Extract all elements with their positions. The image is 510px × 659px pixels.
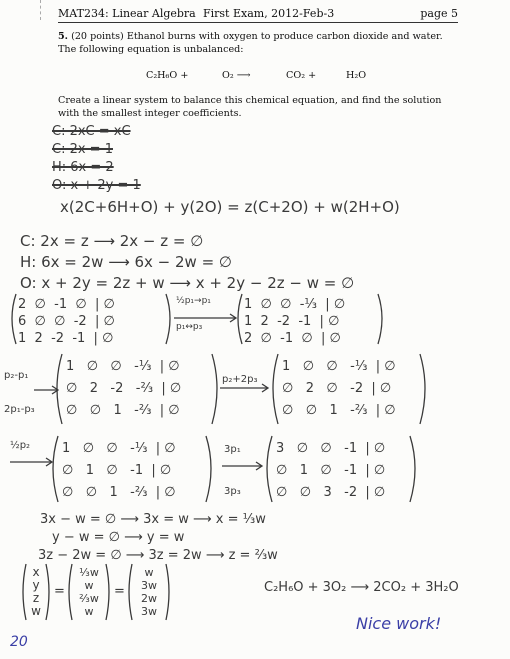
matrix-6-right-paren (410, 436, 415, 502)
balanced-equation: C₂H₆O + 3O₂ ⟶ 2CO₂ + 3H₂O (264, 580, 459, 595)
vector-integer-left-paren (129, 564, 132, 620)
matrix-4-row: ∅ ∅ 1 -⅔ | ∅ (282, 403, 396, 418)
matrix-2-right-paren (378, 294, 382, 344)
setup-equation: x(2C+6H+O) + y(2O) = z(C+2O) + w(2H+O) (60, 198, 400, 216)
matrix-1-row: 1 2 -2 -1 | ∅ (18, 331, 114, 346)
solve-line-1: 3x − w = ∅ ⟶ 3x = w ⟶ x = ⅓w (40, 512, 266, 527)
matrix-5-row: ∅ 1 ∅ -1 | ∅ (62, 463, 172, 478)
exam-title: First Exam, 2012-Feb-3 (203, 7, 335, 20)
matrix-1-left-paren (12, 294, 16, 344)
matrix-1-row: 6 ∅ ∅ -2 | ∅ (18, 314, 115, 329)
vector-solution: ⅓w w ⅔w w (79, 566, 99, 618)
matrix-5-left-paren (53, 436, 58, 502)
crossed-line-4: O: x + 2y = 1 (52, 178, 141, 193)
problem-text: Ethanol burns with oxygen to produce carbon dioxide and water. The following equation is unbalanced: (58, 31, 443, 55)
system-line-c: C: 2x = z ⟶ 2x − z = ∅ (20, 232, 204, 250)
row-op-5a: 3p₁ (224, 444, 241, 455)
vector-vars-right-paren (46, 564, 49, 620)
vector-vars-left-paren (23, 564, 26, 620)
equals-sign-2: = (114, 584, 125, 599)
row-op-2b: 2p₁-p₃ (4, 404, 35, 415)
matrix-3-row: ∅ 2 -2 -⅔ | ∅ (66, 381, 182, 396)
matrix-3-right-paren (212, 354, 217, 424)
row-op-2a: p₂-p₁ (4, 370, 29, 381)
row-op-1a: ½p₁→p₁ (176, 296, 211, 306)
matrix-5-row: ∅ ∅ 1 -⅔ | ∅ (62, 485, 176, 500)
problem-task: Create a linear system to balance this chemical equation, and find the solution with the smallest integer coefficients. (58, 95, 442, 119)
crossed-line-2: C: 2x = 1 (52, 142, 113, 157)
eq-term-3: CO₂ + (286, 70, 317, 81)
matrix-2-left-paren (238, 294, 242, 344)
matrix-3-left-paren (57, 354, 62, 424)
matrix-4-right-paren (420, 354, 425, 424)
crossed-line-1: C: 2xC = xC (52, 124, 131, 139)
grade-score: 20 (10, 634, 28, 650)
matrix-6-left-paren (267, 436, 272, 502)
vector-integer: w 3w 2w 3w (141, 566, 157, 618)
matrix-3-row: 1 ∅ ∅ -⅓ | ∅ (66, 359, 180, 374)
matrix-1-row: 2 ∅ -1 ∅ | ∅ (18, 297, 115, 312)
solve-line-2: y − w = ∅ ⟶ y = w (52, 530, 185, 545)
matrix-5-right-paren (206, 436, 211, 502)
crossed-line-3: H: 6x = 2 (52, 160, 114, 175)
matrix-4-left-paren (273, 354, 278, 424)
matrix-5-row: 1 ∅ ∅ -⅓ | ∅ (62, 441, 176, 456)
arrow-icon (174, 314, 236, 322)
row-op-3: p₂+2p₃ (222, 374, 258, 385)
matrix-2-row: 2 ∅ -1 ∅ | ∅ (244, 331, 341, 346)
solve-line-3: 3z − 2w = ∅ ⟶ 3z = 2w ⟶ z = ⅔w (38, 548, 278, 563)
matrix-4-row: 1 ∅ ∅ -⅓ | ∅ (282, 359, 396, 374)
row-op-1b: p₁↔p₃ (176, 322, 203, 332)
matrix-3-row: ∅ ∅ 1 -⅔ | ∅ (66, 403, 180, 418)
eq-term-1: C₂H₆O + (146, 70, 189, 81)
matrix-6-row: ∅ 1 ∅ -1 | ∅ (276, 463, 386, 478)
eq-term-2: O₂ ⟶ (222, 70, 251, 81)
problem-points: (20 points) (71, 31, 124, 42)
arrow-icon (10, 458, 52, 466)
vector-vars: x y z w (31, 565, 41, 618)
arrow-icon (222, 462, 262, 470)
course-title: MAT234: Linear Algebra (58, 7, 196, 20)
arrow-icon (220, 384, 268, 392)
matrix-1-right-paren (166, 294, 170, 344)
arrow-icon (34, 386, 58, 394)
row-op-5b: 3p₃ (224, 486, 241, 497)
system-line-h: H: 6x = 2w ⟶ 6x − 2w = ∅ (20, 253, 232, 271)
eq-term-4: H₂O (346, 70, 367, 81)
matrix-4-row: ∅ 2 ∅ -2 | ∅ (282, 381, 392, 396)
vector-integer-right-paren (166, 564, 169, 620)
vector-solution-right-paren (106, 564, 109, 620)
vector-solution-left-paren (69, 564, 72, 620)
page-number: page 5 (420, 7, 458, 20)
matrix-6-row: 3 ∅ ∅ -1 | ∅ (276, 441, 386, 456)
row-op-4: ½p₂ (10, 440, 31, 451)
problem-number: 5. (58, 31, 69, 42)
matrix-2-row: 1 2 -2 -1 | ∅ (244, 314, 340, 329)
system-line-o: O: x + 2y = 2z + w ⟶ x + 2y − 2z − w = ∅ (20, 274, 355, 292)
equals-sign-1: = (54, 584, 65, 599)
grader-comment: Nice work! (356, 614, 442, 633)
matrix-6-row: ∅ ∅ 3 -2 | ∅ (276, 485, 386, 500)
matrix-2-row: 1 ∅ ∅ -⅓ | ∅ (244, 297, 346, 312)
